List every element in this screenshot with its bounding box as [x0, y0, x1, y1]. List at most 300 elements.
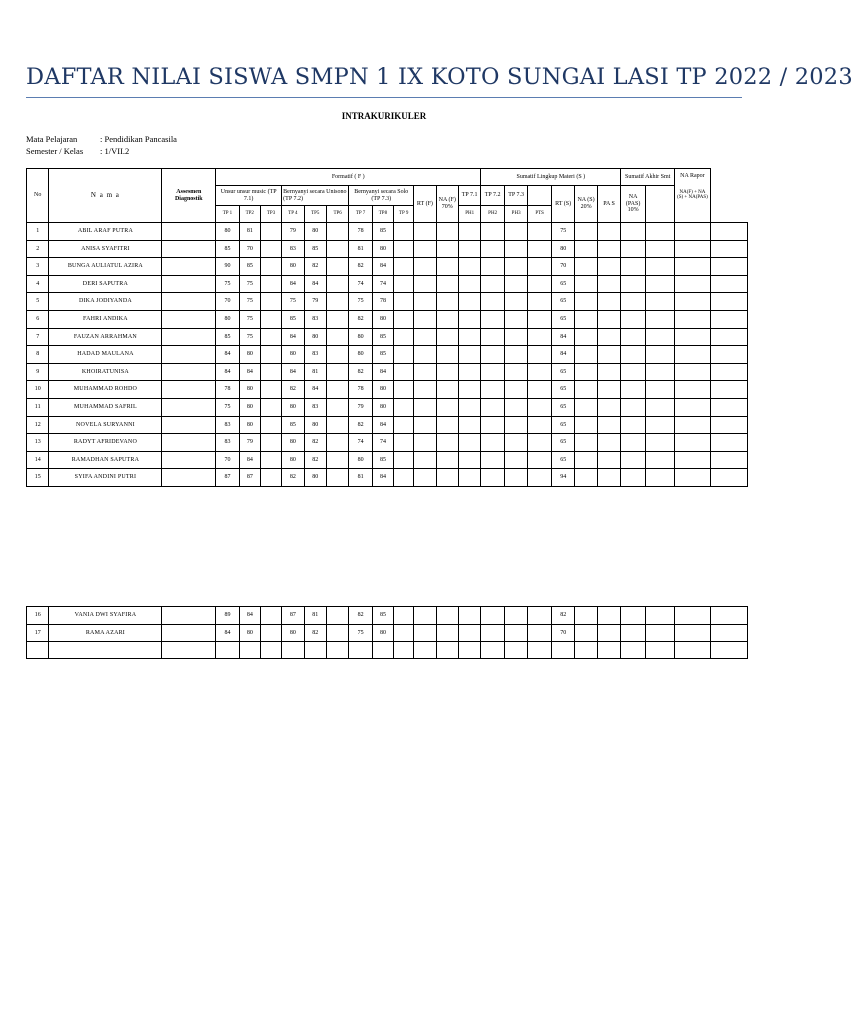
score-tp5: 83 — [304, 310, 326, 328]
empty-cell — [504, 416, 528, 434]
empty-cell — [260, 310, 281, 328]
empty-cell — [327, 328, 349, 346]
empty-cell — [414, 642, 436, 659]
empty-cell — [349, 642, 373, 659]
empty-cell — [675, 363, 711, 381]
score-tp5: 79 — [304, 293, 326, 311]
score-tp1: 75 — [216, 398, 240, 416]
score-tp8: 85 — [372, 328, 393, 346]
empty-cell — [597, 469, 621, 487]
empty-cell — [260, 223, 281, 241]
semester-value: : 1/VII.2 — [100, 146, 130, 156]
score-tp5: 83 — [304, 346, 326, 364]
score-pts: 80 — [551, 240, 575, 258]
empty-cell — [327, 607, 349, 625]
empty-cell — [459, 607, 481, 625]
empty-cell — [49, 642, 162, 659]
empty-cell — [260, 607, 281, 625]
empty-cell — [459, 328, 481, 346]
score-tp2: 84 — [239, 451, 260, 469]
empty-cell — [414, 451, 436, 469]
col-header-tp9: TP 9 — [394, 206, 414, 223]
empty-cell — [481, 328, 505, 346]
score-tp4: 83 — [282, 240, 304, 258]
empty-cell — [436, 416, 458, 434]
empty-cell — [394, 469, 414, 487]
empty-cell — [675, 275, 711, 293]
empty-cell — [621, 624, 646, 642]
table-row — [27, 293, 748, 311]
student-name: NOVELA SURYANNI — [49, 416, 162, 434]
empty-cell — [162, 607, 216, 625]
col-header-tp2: TP2 — [239, 206, 260, 223]
score-tp7: 75 — [349, 624, 373, 642]
empty-cell — [597, 346, 621, 364]
student-name: ABIL ARAF PUTRA — [49, 223, 162, 241]
score-pts: 65 — [551, 363, 575, 381]
score-tp5: 82 — [304, 434, 326, 452]
student-no: 12 — [27, 416, 49, 434]
empty-cell — [327, 240, 349, 258]
score-tp4: 80 — [282, 346, 304, 364]
empty-cell — [162, 310, 216, 328]
empty-cell — [575, 363, 597, 381]
score-tp5: 82 — [304, 258, 326, 276]
empty-cell — [710, 328, 747, 346]
empty-cell — [621, 451, 646, 469]
empty-cell — [528, 624, 552, 642]
empty-cell — [327, 624, 349, 642]
score-tp7: 82 — [349, 258, 373, 276]
score-tp8: 85 — [372, 223, 393, 241]
empty-cell — [504, 469, 528, 487]
score-tp7: 74 — [349, 434, 373, 452]
empty-cell — [27, 642, 49, 659]
empty-cell — [394, 642, 414, 659]
empty-cell — [260, 258, 281, 276]
score-pts: 65 — [551, 434, 575, 452]
empty-cell — [710, 275, 747, 293]
empty-cell — [675, 416, 711, 434]
empty-cell — [414, 258, 436, 276]
empty-cell — [645, 624, 674, 642]
score-pts: 65 — [551, 416, 575, 434]
score-tp4: 85 — [282, 310, 304, 328]
empty-cell — [597, 275, 621, 293]
empty-cell — [260, 346, 281, 364]
empty-cell — [528, 328, 552, 346]
empty-cell — [327, 293, 349, 311]
empty-cell — [162, 381, 216, 399]
empty-cell — [414, 398, 436, 416]
empty-cell — [621, 328, 646, 346]
empty-cell — [645, 223, 674, 241]
empty-cell — [394, 416, 414, 434]
empty-cell — [645, 381, 674, 399]
empty-cell — [481, 363, 505, 381]
empty-cell — [260, 293, 281, 311]
empty-cell — [481, 293, 505, 311]
empty-cell — [459, 258, 481, 276]
empty-cell — [504, 434, 528, 452]
score-tp1: 84 — [216, 624, 240, 642]
table-row — [27, 434, 748, 452]
empty-cell — [675, 240, 711, 258]
empty-cell — [528, 363, 552, 381]
score-tp7: 81 — [349, 469, 373, 487]
score-tp1: 84 — [216, 363, 240, 381]
empty-cell — [327, 642, 349, 659]
score-tp5: 81 — [304, 607, 326, 625]
empty-cell — [394, 381, 414, 399]
score-tp2: 84 — [239, 363, 260, 381]
student-name: BUNGA AULIATUL AZIRA — [49, 258, 162, 276]
empty-cell — [675, 624, 711, 642]
col-header-group2: Bernyanyi secara Unisono (TP 7.2) — [282, 186, 349, 206]
score-pts: 94 — [551, 469, 575, 487]
score-tp4: 75 — [282, 293, 304, 311]
score-tp4: 85 — [282, 416, 304, 434]
empty-cell — [504, 346, 528, 364]
empty-cell — [528, 275, 552, 293]
empty-cell — [162, 398, 216, 416]
student-no: 14 — [27, 451, 49, 469]
empty-cell — [260, 398, 281, 416]
empty-cell — [459, 346, 481, 364]
empty-cell — [481, 398, 505, 416]
col-header-ph2: PH2 — [481, 206, 505, 223]
empty-cell — [710, 434, 747, 452]
empty-cell — [621, 398, 646, 416]
semester-line — [26, 146, 129, 156]
score-tp4: 80 — [282, 624, 304, 642]
empty-cell — [675, 451, 711, 469]
empty-cell — [304, 642, 326, 659]
score-pts: 65 — [551, 293, 575, 311]
empty-cell — [621, 381, 646, 399]
empty-cell — [327, 363, 349, 381]
score-pts: 70 — [551, 258, 575, 276]
empty-cell — [675, 346, 711, 364]
empty-cell — [327, 398, 349, 416]
score-tp2: 80 — [239, 381, 260, 399]
score-tp5: 84 — [304, 275, 326, 293]
score-tp8: 74 — [372, 434, 393, 452]
empty-cell — [597, 328, 621, 346]
empty-cell — [504, 398, 528, 416]
empty-cell — [645, 434, 674, 452]
score-tp2: 75 — [239, 310, 260, 328]
empty-cell — [504, 258, 528, 276]
score-tp7: 80 — [349, 346, 373, 364]
empty-cell — [645, 346, 674, 364]
col-header-rt-s: RT (S) — [551, 186, 575, 223]
student-no: 5 — [27, 293, 49, 311]
student-name: HADAD MAULANA — [49, 346, 162, 364]
empty-cell — [710, 416, 747, 434]
empty-cell — [327, 346, 349, 364]
empty-cell — [621, 434, 646, 452]
empty-cell — [260, 416, 281, 434]
empty-cell — [481, 607, 505, 625]
empty-cell — [528, 346, 552, 364]
score-tp2: 80 — [239, 346, 260, 364]
empty-cell — [621, 607, 646, 625]
empty-cell — [162, 275, 216, 293]
table-row — [27, 328, 748, 346]
empty-cell — [327, 416, 349, 434]
empty-cell — [575, 416, 597, 434]
empty-cell — [436, 607, 458, 625]
empty-cell — [597, 416, 621, 434]
empty-cell — [621, 275, 646, 293]
empty-cell — [260, 624, 281, 642]
empty-cell — [481, 275, 505, 293]
score-pts: 84 — [551, 328, 575, 346]
score-tp1: 87 — [216, 469, 240, 487]
score-tp1: 90 — [216, 258, 240, 276]
student-no: 13 — [27, 434, 49, 452]
col-header-sumatif-lm: Sumatif Lingkup Materi (S ) — [481, 169, 621, 186]
score-pts: 65 — [551, 398, 575, 416]
score-tp2: 85 — [239, 258, 260, 276]
empty-cell — [575, 398, 597, 416]
empty-cell — [414, 328, 436, 346]
empty-cell — [551, 642, 575, 659]
empty-cell — [436, 310, 458, 328]
empty-cell — [414, 310, 436, 328]
student-name: RAMA AZARI — [49, 624, 162, 642]
empty-cell — [481, 416, 505, 434]
empty-cell — [459, 642, 481, 659]
empty-cell — [675, 607, 711, 625]
empty-cell — [645, 293, 674, 311]
empty-cell — [459, 275, 481, 293]
empty-cell — [394, 240, 414, 258]
col-header-tp5: TP5 — [304, 206, 326, 223]
na-rapor-formula: NA(F) + NA (S) + NA(PAS) — [677, 189, 708, 201]
empty-cell — [162, 642, 216, 659]
table-row — [27, 223, 748, 241]
empty-cell — [162, 469, 216, 487]
score-tp7: 74 — [349, 275, 373, 293]
empty-cell — [710, 293, 747, 311]
col-header-na-s: NA (S) 20% — [575, 186, 597, 223]
empty-cell — [675, 258, 711, 276]
student-no: 8 — [27, 346, 49, 364]
empty-cell — [621, 416, 646, 434]
score-tp8: 80 — [372, 624, 393, 642]
semester-label: Semester / Kelas — [26, 146, 84, 156]
empty-cell — [481, 258, 505, 276]
score-tp7: 82 — [349, 310, 373, 328]
score-tp8: 80 — [372, 381, 393, 399]
empty-cell — [597, 624, 621, 642]
empty-cell — [621, 469, 646, 487]
score-tp5: 80 — [304, 223, 326, 241]
empty-cell — [621, 346, 646, 364]
student-name: FAHRI ANDIKA — [49, 310, 162, 328]
student-no: 6 — [27, 310, 49, 328]
empty-cell — [436, 363, 458, 381]
empty-cell — [459, 469, 481, 487]
col-header-tp71: TP 7.1 — [458, 186, 480, 206]
score-tp4: 84 — [282, 275, 304, 293]
empty-cell — [575, 275, 597, 293]
empty-cell — [481, 642, 505, 659]
score-tp7: 78 — [349, 381, 373, 399]
table-row — [27, 363, 748, 381]
score-tp2: 84 — [239, 607, 260, 625]
col-header-pas: PA S — [597, 186, 621, 223]
score-tp8: 80 — [372, 240, 393, 258]
student-no: 1 — [27, 223, 49, 241]
empty-cell — [394, 451, 414, 469]
empty-cell — [327, 258, 349, 276]
score-tp4: 80 — [282, 451, 304, 469]
empty-cell — [504, 223, 528, 241]
empty-cell — [675, 381, 711, 399]
score-tp2: 81 — [239, 223, 260, 241]
empty-cell — [414, 624, 436, 642]
empty-cell — [710, 240, 747, 258]
empty-cell — [394, 398, 414, 416]
empty-cell — [327, 469, 349, 487]
score-tp8: 78 — [372, 293, 393, 311]
grade-table-page1 — [26, 222, 748, 487]
score-tp8: 85 — [372, 451, 393, 469]
score-tp5: 82 — [304, 624, 326, 642]
empty-cell — [436, 398, 458, 416]
score-tp7: 82 — [349, 363, 373, 381]
score-tp5: 85 — [304, 240, 326, 258]
score-tp1: 80 — [216, 223, 240, 241]
student-no: 9 — [27, 363, 49, 381]
page-title: DAFTAR NILAI SISWA SMPN 1 IX KOTO SUNGAI LASI TP 2022 / 2023 — [26, 64, 853, 90]
col-header-rt-f: RT (F) — [414, 186, 436, 223]
empty-cell — [575, 223, 597, 241]
empty-cell — [528, 310, 552, 328]
empty-cell — [459, 223, 481, 241]
col-header-nama: N a m a — [49, 169, 162, 223]
empty-cell — [436, 381, 458, 399]
empty-cell — [436, 223, 458, 241]
empty-cell — [645, 607, 674, 625]
score-tp1: 85 — [216, 328, 240, 346]
col-header-no: No — [27, 169, 49, 223]
empty-cell — [597, 381, 621, 399]
score-tp1: 84 — [216, 346, 240, 364]
student-name: SYIFA ANDINI PUTRI — [49, 469, 162, 487]
empty-cell — [414, 416, 436, 434]
empty-cell — [645, 398, 674, 416]
empty-cell — [414, 469, 436, 487]
empty-cell — [459, 624, 481, 642]
empty-cell — [282, 642, 304, 659]
empty-cell — [394, 363, 414, 381]
score-pts: 84 — [551, 346, 575, 364]
empty-cell — [575, 258, 597, 276]
score-tp1: 70 — [216, 293, 240, 311]
empty-cell — [162, 346, 216, 364]
table-row — [27, 310, 748, 328]
empty-cell — [414, 381, 436, 399]
empty-cell — [575, 642, 597, 659]
col-header-ph3: PH3 — [504, 206, 528, 223]
col-header-formatif: Formatif ( F ) — [216, 169, 481, 186]
empty-cell — [675, 328, 711, 346]
empty-cell — [675, 293, 711, 311]
score-tp8: 84 — [372, 363, 393, 381]
empty-cell — [528, 223, 552, 241]
empty-cell — [597, 258, 621, 276]
empty-cell — [710, 363, 747, 381]
score-tp8: 84 — [372, 258, 393, 276]
empty-cell — [459, 434, 481, 452]
col-header-na-f: NA (F) 70% — [436, 186, 458, 223]
empty-cell — [528, 416, 552, 434]
empty-cell — [504, 363, 528, 381]
empty-cell — [710, 258, 747, 276]
score-tp1: 85 — [216, 240, 240, 258]
empty-cell — [459, 363, 481, 381]
empty-cell — [327, 275, 349, 293]
table-row — [27, 607, 748, 625]
empty-cell — [621, 240, 646, 258]
empty-cell — [675, 434, 711, 452]
empty-cell — [394, 607, 414, 625]
empty-cell — [645, 275, 674, 293]
score-tp7: 78 — [349, 223, 373, 241]
empty-cell — [481, 381, 505, 399]
empty-cell — [528, 293, 552, 311]
student-name: VANIA DWI SYAFIRA — [49, 607, 162, 625]
empty-cell — [645, 642, 674, 659]
empty-cell — [528, 240, 552, 258]
score-tp5: 81 — [304, 363, 326, 381]
table-row — [27, 398, 748, 416]
empty-cell — [414, 607, 436, 625]
student-no: 11 — [27, 398, 49, 416]
score-tp2: 75 — [239, 328, 260, 346]
empty-cell — [597, 310, 621, 328]
empty-cell — [504, 240, 528, 258]
score-tp7: 80 — [349, 328, 373, 346]
empty-cell — [504, 310, 528, 328]
student-name: DIKA JODIYANDA — [49, 293, 162, 311]
empty-cell — [216, 642, 240, 659]
score-tp4: 80 — [282, 258, 304, 276]
subject-value: : Pendidikan Pancasila — [100, 134, 177, 144]
score-tp5: 80 — [304, 469, 326, 487]
student-name: MUHAMMAD ROHDO — [49, 381, 162, 399]
empty-cell — [710, 469, 747, 487]
student-no: 16 — [27, 607, 49, 625]
empty-cell — [528, 434, 552, 452]
empty-cell — [504, 642, 528, 659]
empty-cell — [675, 469, 711, 487]
score-tp1: 80 — [216, 310, 240, 328]
table-row — [27, 240, 748, 258]
empty-cell — [394, 223, 414, 241]
empty-cell — [528, 469, 552, 487]
empty-cell — [481, 310, 505, 328]
score-tp5: 80 — [304, 416, 326, 434]
empty-cell — [162, 258, 216, 276]
empty-cell — [162, 451, 216, 469]
empty-cell — [260, 240, 281, 258]
score-tp4: 82 — [282, 381, 304, 399]
